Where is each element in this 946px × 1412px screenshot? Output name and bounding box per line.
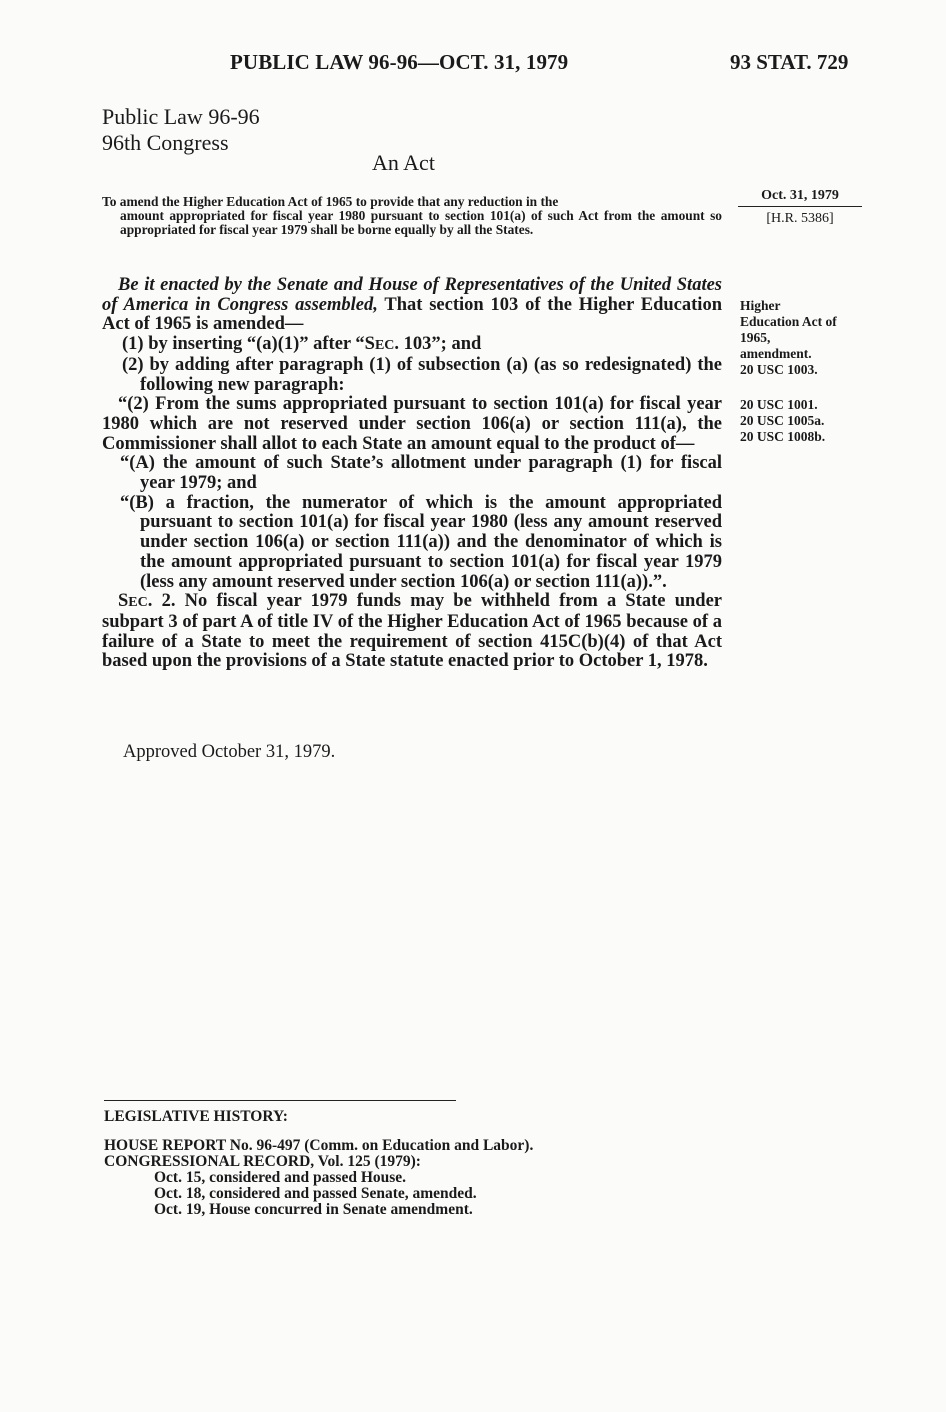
sec2-initial: S [118, 591, 129, 612]
amendment-item-1 [102, 335, 722, 356]
history-entry: Oct. 18, considered and passed Senate, amended. [154, 1185, 477, 1202]
item-1-text-end: . 103”; and [394, 334, 482, 355]
purpose-continuation: amount appropriated for fiscal year 1980 pursuant to section 101(a) of such Act from the amount so appropriated for fiscal year 1979 shall be borne equally by all the States. [120, 208, 722, 237]
margin-note: Higher [740, 298, 781, 313]
history-entry: Oct. 15, considered and passed House. [154, 1169, 407, 1186]
item-1-smallcaps: EC [374, 338, 395, 354]
enacting-clause: Be it enacted by the Senate and House of Representatives of the United States of America in Congress assembled, [102, 275, 722, 315]
margin-date-block [738, 187, 862, 227]
house-report: HOUSE REPORT No. 96-497 (Comm. on Education and Labor). [104, 1137, 534, 1154]
act-body [102, 276, 722, 672]
margin-note: amendment. [740, 346, 812, 361]
purpose-clause [102, 195, 722, 237]
item-1-text: (1) by inserting “(a)(1)” after “S [122, 334, 375, 355]
margin-note: 20 USC 1008b. [740, 429, 826, 444]
sec2-smallcaps: EC [128, 595, 148, 611]
congress-number: 96th Congress [102, 130, 229, 155]
sec2-text: . 2. No fiscal year 1979 funds may be withheld from a State under subpart 3 of part A of title IV of the Higher Education Act of 1965 because of a failure of a State to meet the requirement of section 415C(b)(4) of that Act based upon the provisions of a State statute enacted prior to October 1, 1978. [102, 591, 722, 672]
running-header-title: PUBLIC LAW 96-96—OCT. 31, 1979 [230, 50, 569, 74]
margin-note: 20 USC 1001. [740, 397, 818, 412]
margin-date: Oct. 31, 1979 [738, 187, 862, 207]
margin-note: 20 USC 1005a. [740, 413, 825, 428]
congressional-record: CONGRESSIONAL RECORD, Vol. 125 (1979): [104, 1153, 421, 1170]
new-paragraph-quote: “(2) From the sums appropriated pursuant to section 101(a) for fiscal year 1980 which are not reserved under section 106(a) or section 111(a), the Commissioner shall allot to each State an amount equal to the product of— [102, 394, 722, 454]
legislative-history-heading: LEGISLATIVE HISTORY: [104, 1108, 288, 1125]
margin-note: 1965, [740, 330, 771, 345]
margin-notes-usc [740, 397, 870, 445]
clause-b: “(B) a fraction, the numerator of which is the amount appropriated pursuant to section 101(a) for fiscal year 1980 (less any amount reserved under section 106(a) or section 111(a)) and the denominator of which is the amount appropriated pursuant to section 101(a) for fiscal year 1979 (less any amount reserved under section 106(a) or section 111(a)).”. [120, 492, 722, 592]
law-identification [102, 104, 260, 156]
margin-notes-amendment [740, 298, 870, 378]
bill-number: [H.R. 5386] [766, 211, 834, 226]
act-heading: An Act [372, 150, 435, 175]
law-number: Public Law 96-96 [102, 104, 260, 129]
section-2 [102, 592, 722, 672]
margin-note: Education Act of [740, 314, 837, 329]
purpose-first-line: To amend the Higher Education Act of 1965 to provide that any reduction in the [102, 194, 559, 209]
approval-date: Approved October 31, 1979. [123, 742, 336, 762]
margin-note: 20 USC 1003. [740, 362, 818, 377]
enacting-rest: That section 103 of the Higher Education Act of 1965 is amended— [102, 294, 722, 335]
enacting-paragraph [102, 276, 722, 335]
history-entry: Oct. 19, House concurred in Senate amendment. [154, 1201, 473, 1218]
clause-a: “(A) the amount of such State’s allotment under paragraph (1) for fiscal year 1979; and [120, 453, 722, 494]
statute-page-number: 93 STAT. 729 [730, 50, 849, 74]
history-divider [104, 1100, 456, 1101]
amendment-item-2: (2) by adding after paragraph (1) of subsection (a) (as so redesignated) the following new paragraph: [122, 354, 722, 395]
legislative-history [104, 1109, 533, 1218]
